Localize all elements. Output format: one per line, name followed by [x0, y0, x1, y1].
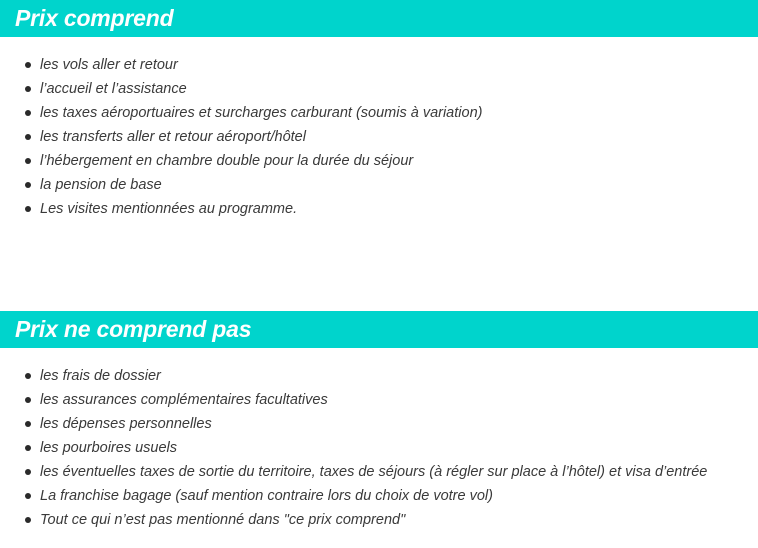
list-item-text: les taxes aéroportuaires et surcharges carburant (soumis à variation) — [40, 105, 483, 121]
list-item — [0, 364, 707, 388]
list-item — [0, 53, 482, 77]
list-item — [0, 412, 707, 436]
bullet-icon — [25, 469, 31, 475]
list-item-text: la pension de base — [40, 177, 162, 193]
list-item — [0, 125, 482, 149]
price-excludes-header — [0, 311, 758, 348]
bullet-icon — [25, 110, 31, 116]
price-excludes-section — [0, 311, 758, 528]
list-item-text: La franchise bagage (sauf mention contraire lors du choix de votre vol) — [40, 488, 493, 504]
list-item — [0, 388, 707, 412]
list-item — [0, 77, 482, 101]
bullet-icon — [25, 397, 31, 403]
price-includes-title: Prix comprend — [15, 5, 174, 31]
price-includes-header — [0, 0, 758, 37]
list-item — [0, 484, 707, 508]
price-excludes-list — [0, 364, 707, 532]
list-item — [0, 508, 707, 532]
list-item-text: Les visites mentionnées au programme. — [40, 201, 298, 217]
bullet-icon — [25, 158, 31, 164]
list-item-text: les frais de dossier — [40, 368, 161, 384]
bullet-icon — [25, 445, 31, 451]
bullet-icon — [25, 373, 31, 379]
list-item — [0, 197, 482, 221]
list-item-text: Tout ce qui n’est pas mentionné dans "ce prix comprend" — [40, 512, 406, 528]
bullet-icon — [25, 206, 31, 212]
list-item — [0, 173, 482, 197]
list-item-text: les éventuelles taxes de sortie du territoire, taxes de séjours (à régler sur place à l’hôtel) et visa d’entrée — [40, 464, 708, 480]
bullet-icon — [25, 421, 31, 427]
price-excludes-title: Prix ne comprend pas — [15, 316, 252, 342]
list-item-text: les pourboires usuels — [40, 440, 178, 456]
bullet-icon — [25, 517, 31, 523]
price-includes-list — [0, 53, 482, 221]
bullet-icon — [25, 86, 31, 92]
list-item — [0, 149, 482, 173]
list-item-text: les assurances complémentaires facultatives — [40, 392, 328, 408]
bullet-icon — [25, 134, 31, 140]
list-item-text: l’hébergement en chambre double pour la durée du séjour — [40, 153, 414, 169]
list-item-text: les transferts aller et retour aéroport/hôtel — [40, 129, 306, 145]
bullet-icon — [25, 182, 31, 188]
list-item-text: les vols aller et retour — [40, 57, 178, 73]
price-includes-section — [0, 0, 758, 217]
list-item — [0, 436, 707, 460]
list-item-text: l’accueil et l’assistance — [40, 81, 187, 97]
list-item — [0, 460, 707, 484]
bullet-icon — [25, 493, 31, 499]
list-item — [0, 101, 482, 125]
list-item-text: les dépenses personnelles — [40, 416, 212, 432]
bullet-icon — [25, 62, 31, 68]
